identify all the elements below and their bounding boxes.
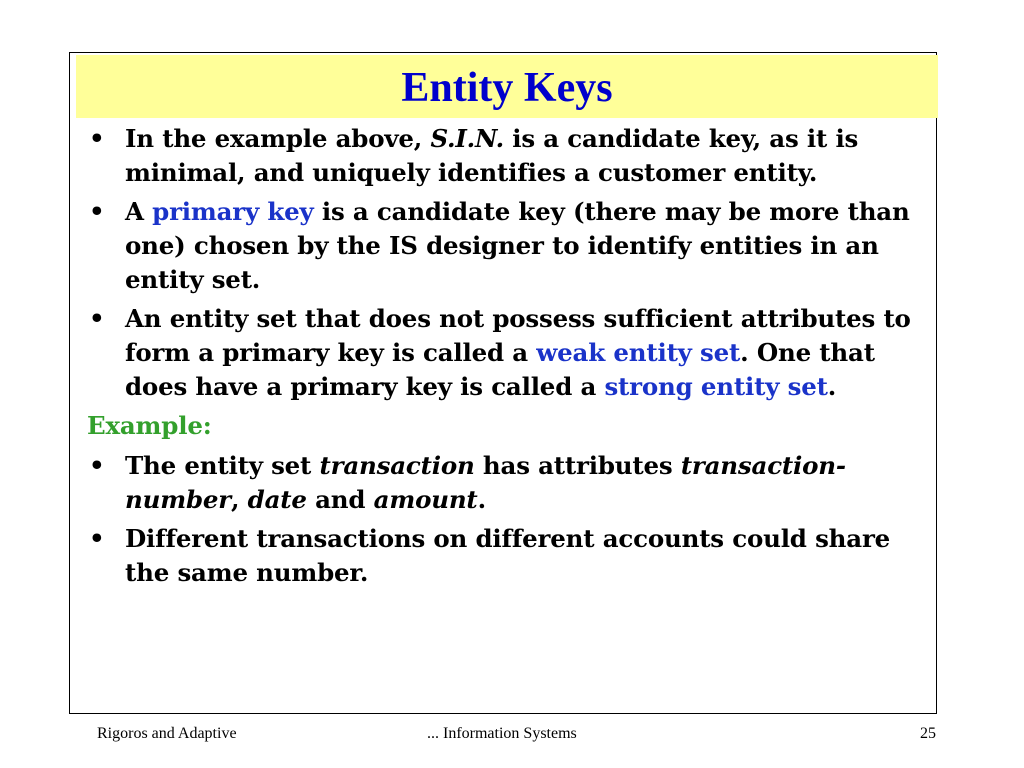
footer-center-text: ... Information Systems xyxy=(427,725,577,742)
bullet-dot: • xyxy=(89,304,105,333)
bullet-dot: • xyxy=(89,124,105,153)
bullet-weak-strong-entity xyxy=(87,302,932,404)
bullet-text: is a candidate key, as it is minimal, and uniquely identifies a customer entity. xyxy=(125,124,859,187)
slide-content xyxy=(87,122,932,595)
term-transaction-number: transaction-number xyxy=(125,451,846,514)
bullet-text: is a candidate key (there may be more than one) chosen by the IS designer to identify entities in an entity set. xyxy=(125,197,910,294)
bullet-dot: • xyxy=(89,524,105,553)
bullet-text: , xyxy=(230,485,248,514)
term-sin: S.I.N. xyxy=(430,124,504,153)
bullet-text: An entity set that does not possess sufficient attributes to form a primary key is called a xyxy=(125,304,911,367)
slide-title: Entity Keys xyxy=(401,65,613,111)
bullet-transaction-attributes xyxy=(87,449,932,517)
bullet-text: . One that does have a primary key is called a xyxy=(125,338,875,401)
page-number: 25 xyxy=(920,725,936,742)
bullet-primary-key xyxy=(87,195,932,297)
bullet-shared-number xyxy=(87,522,932,590)
bullet-text: A xyxy=(125,197,153,226)
bullet-text: has attributes xyxy=(474,451,681,480)
bullet-text: . xyxy=(827,372,837,401)
term-weak-entity-set: weak entity set xyxy=(536,338,741,367)
term-date: date xyxy=(247,485,307,514)
term-strong-entity-set: strong entity set xyxy=(604,372,828,401)
slide-footer xyxy=(0,725,1024,747)
bullet-text: . xyxy=(477,485,486,514)
term-amount: amount xyxy=(373,485,478,514)
bullet-text: Different transactions on different accounts could share the same number. xyxy=(125,524,891,587)
bullet-text: and xyxy=(306,485,374,514)
bullet-candidate-key xyxy=(87,122,932,190)
term-transaction: transaction xyxy=(319,451,475,480)
term-primary-key: primary key xyxy=(152,197,314,226)
bullet-text: In the example above, xyxy=(125,124,431,153)
bullet-dot: • xyxy=(89,197,105,226)
bullet-text: The entity set xyxy=(125,451,320,480)
footer-left-text: Rigoros and Adaptive xyxy=(97,725,237,742)
example-heading: Example: xyxy=(87,411,212,440)
bullet-dot: • xyxy=(89,451,105,480)
